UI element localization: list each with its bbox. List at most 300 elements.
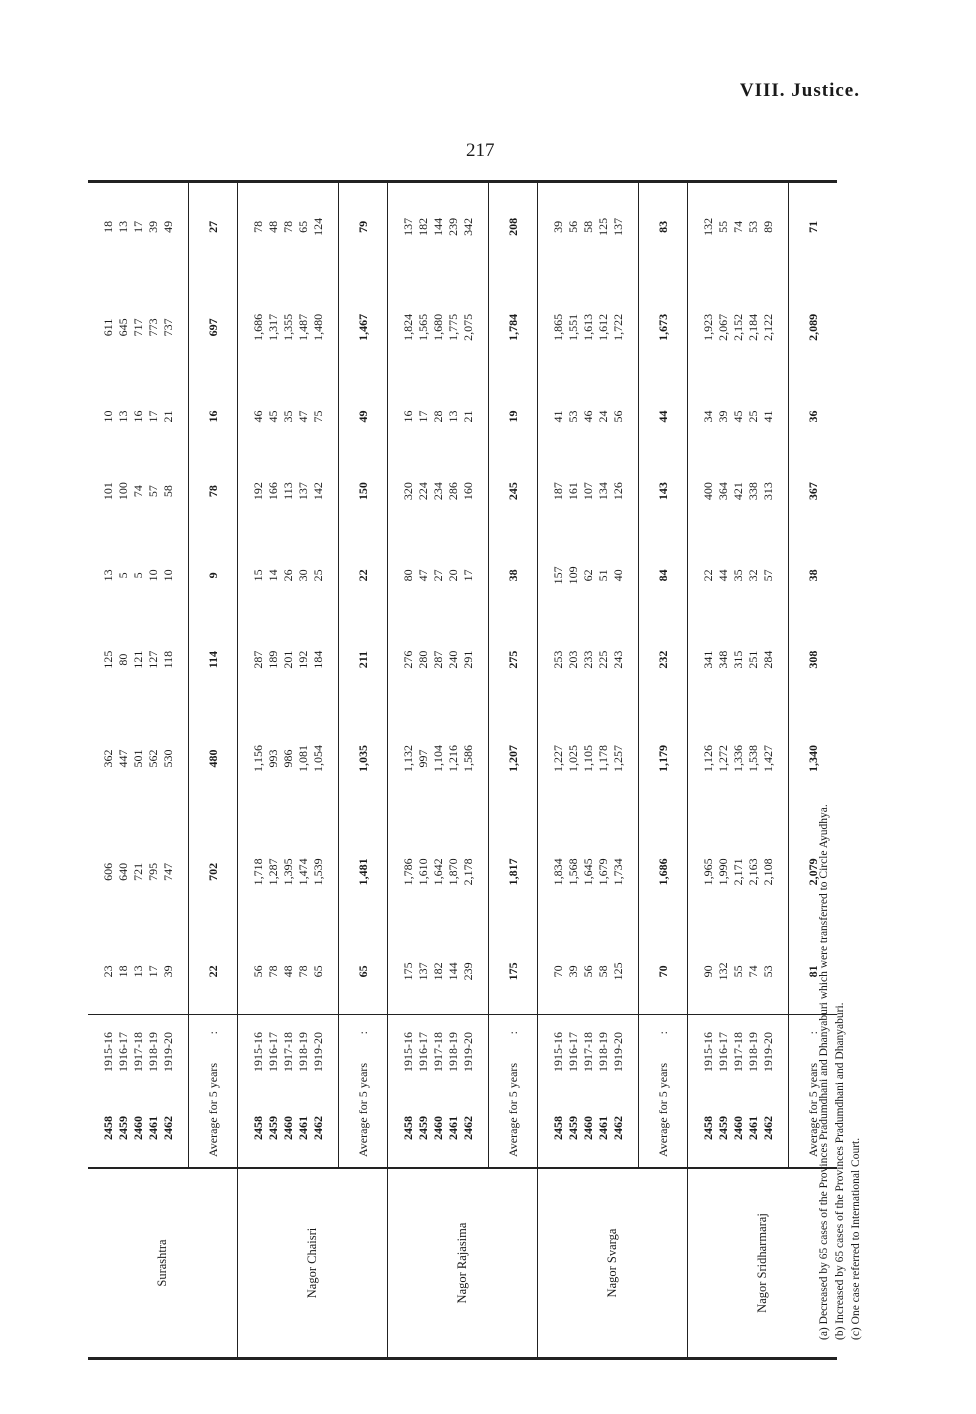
- value-cell: [688, 617, 789, 701]
- cell-value: 1,480: [310, 313, 325, 341]
- average-value: 143: [639, 449, 688, 533]
- year-value: 1917-18: [730, 1032, 745, 1072]
- value-cell: [238, 449, 339, 533]
- cell-value: 225: [595, 650, 610, 669]
- justice-table-body: [88, 182, 837, 1359]
- cell-value: 291: [460, 650, 475, 669]
- cell-value: 284: [760, 650, 775, 669]
- cell-value: 16: [400, 410, 415, 423]
- cell-value: 16: [130, 410, 145, 423]
- value-cell: [538, 702, 639, 815]
- average-value: 19: [489, 384, 538, 449]
- cell-value: 125: [610, 962, 625, 981]
- cell-value: 1,538: [745, 744, 760, 772]
- cell-value: 1,990: [715, 858, 730, 886]
- average-value: 208: [489, 182, 538, 271]
- cell-value: 993: [265, 749, 280, 768]
- code-value: 2458: [700, 1116, 715, 1140]
- cell-value: 986: [280, 749, 295, 768]
- cell-value: 41: [550, 410, 565, 423]
- table-row: [238, 182, 339, 1359]
- cell-value: 58: [160, 485, 175, 498]
- cell-value: 90: [700, 965, 715, 978]
- cell-value: 1,613: [580, 313, 595, 341]
- average-value: 1,817: [489, 815, 538, 928]
- value-cell: [88, 384, 189, 449]
- cell-value: 10: [145, 569, 160, 582]
- code-value: 2462: [160, 1116, 175, 1140]
- code-value: 2460: [730, 1116, 745, 1140]
- cell-value: 1,539: [310, 858, 325, 886]
- year-value: 1916-17: [265, 1032, 280, 1072]
- cell-value: 1,551: [565, 313, 580, 341]
- average-label-colon: :: [355, 1031, 370, 1035]
- value-cell: [388, 702, 489, 815]
- cell-value: 27: [430, 569, 445, 582]
- cell-value: 47: [415, 569, 430, 582]
- value-cell: [538, 271, 639, 384]
- value-cell: [538, 815, 639, 928]
- cell-value: 22: [700, 569, 715, 582]
- value-cell: [388, 384, 489, 449]
- cell-value: 58: [580, 220, 595, 233]
- cell-value: 182: [430, 962, 445, 981]
- average-value: 697: [189, 271, 238, 384]
- cell-value: 26: [280, 569, 295, 582]
- average-label: [339, 1015, 388, 1169]
- cell-value: 2,171: [730, 858, 745, 886]
- cell-value: 44: [715, 569, 730, 582]
- cell-value: 1,834: [550, 858, 565, 886]
- cell-value: 501: [130, 749, 145, 768]
- code-cell: [538, 1089, 639, 1168]
- cell-value: 1,612: [595, 313, 610, 341]
- average-label-text: Average for 5 years: [805, 1062, 820, 1157]
- cell-value: 48: [280, 965, 295, 978]
- cell-value: 78: [250, 220, 265, 233]
- code-value: 2458: [100, 1116, 115, 1140]
- region-name: Nagor Sridharmaraj: [688, 1168, 838, 1359]
- cell-value: 137: [610, 217, 625, 236]
- average-value: 1,340: [789, 702, 838, 815]
- cell-value: 113: [280, 482, 295, 500]
- average-value: 27: [189, 182, 238, 271]
- cell-value: 1,257: [610, 744, 625, 772]
- cell-value: 997: [415, 749, 430, 768]
- cell-value: 1,870: [445, 858, 460, 886]
- average-value: 308: [789, 617, 838, 701]
- value-cell: [388, 449, 489, 533]
- cell-value: 1,126: [700, 744, 715, 772]
- cell-value: 132: [700, 217, 715, 236]
- value-cell: [238, 815, 339, 928]
- cell-value: 1,156: [250, 744, 265, 772]
- year-value: 1918-19: [595, 1032, 610, 1072]
- cell-value: 224: [415, 482, 430, 501]
- code-value: 2459: [415, 1116, 430, 1140]
- average-label-text: Average for 5 years: [205, 1062, 220, 1157]
- cell-value: 2,163: [745, 858, 760, 886]
- average-label-colon: :: [205, 1031, 220, 1035]
- average-value: 2,079: [789, 815, 838, 928]
- cell-value: 2,122: [760, 313, 775, 341]
- cell-value: 56: [250, 965, 265, 978]
- code-value: 2461: [745, 1116, 760, 1140]
- cell-value: 447: [115, 749, 130, 768]
- cell-value: 35: [280, 410, 295, 423]
- cell-value: 189: [265, 650, 280, 669]
- cell-value: 137: [415, 962, 430, 981]
- region-name: Nagor Svarga: [538, 1168, 688, 1359]
- value-cell: [538, 449, 639, 533]
- average-value: 38: [789, 533, 838, 617]
- code-value: 2462: [610, 1116, 625, 1140]
- code-cell: [238, 1089, 339, 1168]
- average-value: 1,686: [639, 815, 688, 928]
- cell-value: 17: [415, 410, 430, 423]
- cell-value: 126: [610, 482, 625, 501]
- cell-value: 1,054: [310, 744, 325, 772]
- code-value: 2459: [115, 1116, 130, 1140]
- code-value: 2460: [130, 1116, 145, 1140]
- region-name: Surashtra: [88, 1168, 238, 1359]
- average-value: 22: [339, 533, 388, 617]
- average-value: 702: [189, 815, 238, 928]
- value-cell: [388, 617, 489, 701]
- cell-value: 562: [145, 749, 160, 768]
- year-cell: [88, 1015, 189, 1090]
- cell-value: 127: [145, 650, 160, 669]
- cell-value: 640: [115, 862, 130, 881]
- cell-value: 611: [100, 318, 115, 337]
- cell-value: 400: [700, 482, 715, 501]
- cell-value: 25: [745, 410, 760, 423]
- cell-value: 1,824: [400, 313, 415, 341]
- cell-value: 13: [115, 220, 130, 233]
- cell-value: 124: [310, 217, 325, 236]
- average-value: 1,207: [489, 702, 538, 815]
- average-value: 2,089: [789, 271, 838, 384]
- value-cell: [88, 617, 189, 701]
- cell-value: 2,178: [460, 858, 475, 886]
- value-cell: [238, 271, 339, 384]
- average-label-colon: :: [655, 1031, 670, 1035]
- cell-value: 51: [595, 569, 610, 582]
- cell-value: 1,775: [445, 313, 460, 341]
- cell-value: 74: [130, 485, 145, 498]
- cell-value: 75: [310, 410, 325, 423]
- average-value: 49: [339, 384, 388, 449]
- cell-value: 39: [145, 220, 160, 233]
- average-value: 1,467: [339, 271, 388, 384]
- cell-value: 35: [730, 569, 745, 582]
- cell-value: 239: [460, 962, 475, 981]
- year-value: 1919-20: [160, 1032, 175, 1072]
- cell-value: 53: [745, 220, 760, 233]
- cell-value: 24: [595, 410, 610, 423]
- cell-value: 25: [310, 569, 325, 582]
- cell-value: 65: [310, 965, 325, 978]
- cell-value: 175: [400, 962, 415, 981]
- cell-value: 137: [400, 217, 415, 236]
- average-value: 480: [189, 702, 238, 815]
- cell-value: 39: [160, 965, 175, 978]
- page-number: 217: [466, 140, 495, 161]
- average-label-text: Average for 5 years: [655, 1062, 670, 1157]
- cell-value: 239: [445, 217, 460, 236]
- code-value: 2459: [715, 1116, 730, 1140]
- region-name: Nagor Rajasima: [388, 1168, 538, 1359]
- table-row: [688, 182, 789, 1359]
- cell-value: 13: [445, 410, 460, 423]
- cell-value: 101: [100, 482, 115, 501]
- value-cell: [538, 929, 639, 1015]
- cell-value: 338: [745, 482, 760, 501]
- cell-value: 1,317: [265, 313, 280, 341]
- average-label: [489, 1015, 538, 1169]
- year-value: 1916-17: [715, 1032, 730, 1072]
- cell-value: 45: [730, 410, 745, 423]
- cell-value: 1,923: [700, 313, 715, 341]
- cell-value: 80: [400, 569, 415, 582]
- cell-value: 1,427: [760, 744, 775, 772]
- cell-value: 280: [415, 650, 430, 669]
- year-value: 1919-20: [760, 1032, 775, 1072]
- cell-value: 2,184: [745, 313, 760, 341]
- cell-value: 18: [115, 965, 130, 978]
- cell-value: 747: [160, 862, 175, 881]
- cell-value: 1,734: [610, 858, 625, 886]
- cell-value: 192: [295, 650, 310, 669]
- value-cell: [88, 182, 189, 271]
- year-cell: [538, 1015, 639, 1090]
- region-name: Nagor Chaisri: [238, 1168, 388, 1359]
- cell-value: 5: [115, 572, 130, 579]
- average-value: 9: [189, 533, 238, 617]
- cell-value: 1,355: [280, 313, 295, 341]
- cell-value: 201: [280, 650, 295, 669]
- value-cell: [238, 929, 339, 1015]
- cell-value: 17: [460, 569, 475, 582]
- cell-value: 18: [100, 220, 115, 233]
- cell-value: 1,272: [715, 744, 730, 772]
- cell-value: 5: [130, 572, 145, 579]
- cell-value: 57: [145, 485, 160, 498]
- value-cell: [388, 533, 489, 617]
- value-cell: [688, 449, 789, 533]
- cell-value: 23: [100, 965, 115, 978]
- year-value: 1916-17: [415, 1032, 430, 1072]
- code-value: 2458: [400, 1116, 415, 1140]
- cell-value: 53: [565, 410, 580, 423]
- table-row: [538, 182, 639, 1359]
- cell-value: 2,108: [760, 858, 775, 886]
- code-value: 2461: [445, 1116, 460, 1140]
- cell-value: 89: [760, 220, 775, 233]
- year-cell: [388, 1015, 489, 1090]
- cell-value: 125: [100, 650, 115, 669]
- year-cell: [688, 1015, 789, 1090]
- code-cell: [88, 1089, 189, 1168]
- value-cell: [388, 271, 489, 384]
- cell-value: 10: [100, 410, 115, 423]
- average-value: 1,673: [639, 271, 688, 384]
- rotated-table-container: [88, 180, 824, 1360]
- cell-value: 287: [430, 650, 445, 669]
- cell-value: 795: [145, 862, 160, 881]
- cell-value: 157: [550, 566, 565, 585]
- average-value: 44: [639, 384, 688, 449]
- cell-value: 46: [250, 410, 265, 423]
- cell-value: 234: [430, 482, 445, 501]
- code-value: 2460: [580, 1116, 595, 1140]
- cell-value: 160: [460, 482, 475, 501]
- average-value: 16: [189, 384, 238, 449]
- cell-value: 1,645: [580, 858, 595, 886]
- average-value: 1,481: [339, 815, 388, 928]
- cell-value: 1,132: [400, 744, 415, 772]
- cell-value: 2,152: [730, 313, 745, 341]
- average-label: [639, 1015, 688, 1169]
- cell-value: 49: [160, 220, 175, 233]
- average-label-colon: :: [805, 1031, 820, 1035]
- value-cell: [688, 533, 789, 617]
- cell-value: 137: [295, 482, 310, 501]
- cell-value: 2,067: [715, 313, 730, 341]
- average-value: 84: [639, 533, 688, 617]
- code-cell: [388, 1089, 489, 1168]
- footnotes: [816, 580, 876, 1340]
- cell-value: 78: [280, 220, 295, 233]
- cell-value: 13: [100, 569, 115, 582]
- cell-value: 107: [580, 482, 595, 501]
- average-value: 38: [489, 533, 538, 617]
- value-cell: [238, 702, 339, 815]
- year-value: 1919-20: [310, 1032, 325, 1072]
- cell-value: 1,865: [550, 313, 565, 341]
- cell-value: 39: [565, 965, 580, 978]
- cell-value: 2,075: [460, 313, 475, 341]
- year-value: 1919-20: [610, 1032, 625, 1072]
- value-cell: [688, 815, 789, 928]
- cell-value: 56: [580, 965, 595, 978]
- cell-value: 187: [550, 482, 565, 501]
- value-cell: [238, 533, 339, 617]
- cell-value: 74: [745, 965, 760, 978]
- cell-value: 1,025: [565, 744, 580, 772]
- value-cell: [238, 617, 339, 701]
- cell-value: 1,642: [430, 858, 445, 886]
- year-value: 1917-18: [130, 1032, 145, 1072]
- value-cell: [538, 533, 639, 617]
- average-label-text: Average for 5 years: [505, 1062, 520, 1157]
- average-value: 81: [789, 929, 838, 1015]
- cell-value: 161: [565, 482, 580, 501]
- code-value: 2460: [430, 1116, 445, 1140]
- year-value: 1916-17: [115, 1032, 130, 1072]
- cell-value: 62: [580, 569, 595, 582]
- average-label-colon: :: [505, 1031, 520, 1035]
- cell-value: 80: [115, 653, 130, 666]
- cell-value: 125: [595, 217, 610, 236]
- code-value: 2462: [310, 1116, 325, 1140]
- cell-value: 45: [265, 410, 280, 423]
- cell-value: 1,227: [550, 744, 565, 772]
- average-value: 78: [189, 449, 238, 533]
- cell-value: 1,287: [265, 858, 280, 886]
- table-row: [88, 182, 189, 1359]
- average-value: 1,784: [489, 271, 538, 384]
- cell-value: 55: [715, 220, 730, 233]
- year-value: 1917-18: [430, 1032, 445, 1072]
- cell-value: 1,395: [280, 858, 295, 886]
- cell-value: 1,487: [295, 313, 310, 341]
- cell-value: 34: [700, 410, 715, 423]
- cell-value: 1,686: [250, 313, 265, 341]
- cell-value: 1,722: [610, 313, 625, 341]
- year-value: 1918-19: [745, 1032, 760, 1072]
- cell-value: 15: [250, 569, 265, 582]
- cell-value: 1,081: [295, 744, 310, 772]
- cell-value: 10: [160, 569, 175, 582]
- cell-value: 20: [445, 569, 460, 582]
- cell-value: 134: [595, 482, 610, 501]
- cell-value: 276: [400, 650, 415, 669]
- year-value: 1918-19: [295, 1032, 310, 1072]
- cell-value: 55: [730, 965, 745, 978]
- cell-value: 184: [310, 650, 325, 669]
- cell-value: 1,104: [430, 744, 445, 772]
- footnotes-rotated: [816, 580, 864, 1340]
- cell-value: 348: [715, 650, 730, 669]
- value-cell: [388, 815, 489, 928]
- code-value: 2459: [565, 1116, 580, 1140]
- cell-value: 53: [760, 965, 775, 978]
- code-value: 2459: [265, 1116, 280, 1140]
- year-value: 1918-19: [445, 1032, 460, 1072]
- cell-value: 315: [730, 650, 745, 669]
- cell-value: 1,178: [595, 744, 610, 772]
- cell-value: 17: [145, 410, 160, 423]
- cell-value: 243: [610, 650, 625, 669]
- cell-value: 530: [160, 749, 175, 768]
- cell-value: 78: [265, 965, 280, 978]
- cell-value: 74: [730, 220, 745, 233]
- value-cell: [88, 702, 189, 815]
- cell-value: 1,679: [595, 858, 610, 886]
- value-cell: [88, 533, 189, 617]
- cell-value: 109: [565, 566, 580, 585]
- value-cell: [88, 271, 189, 384]
- value-cell: [688, 182, 789, 271]
- cell-value: 41: [760, 410, 775, 423]
- cell-value: 58: [595, 965, 610, 978]
- average-value: 65: [339, 929, 388, 1015]
- value-cell: [538, 384, 639, 449]
- cell-value: 1,965: [700, 858, 715, 886]
- year-value: 1915-16: [550, 1032, 565, 1072]
- cell-value: 1,718: [250, 858, 265, 886]
- cell-value: 142: [310, 482, 325, 501]
- cell-value: 313: [760, 482, 775, 501]
- cell-value: 21: [160, 410, 175, 423]
- cell-value: 144: [445, 962, 460, 981]
- code-value: 2461: [145, 1116, 160, 1140]
- cell-value: 57: [760, 569, 775, 582]
- value-cell: [688, 271, 789, 384]
- value-cell: [88, 449, 189, 533]
- average-value: 232: [639, 617, 688, 701]
